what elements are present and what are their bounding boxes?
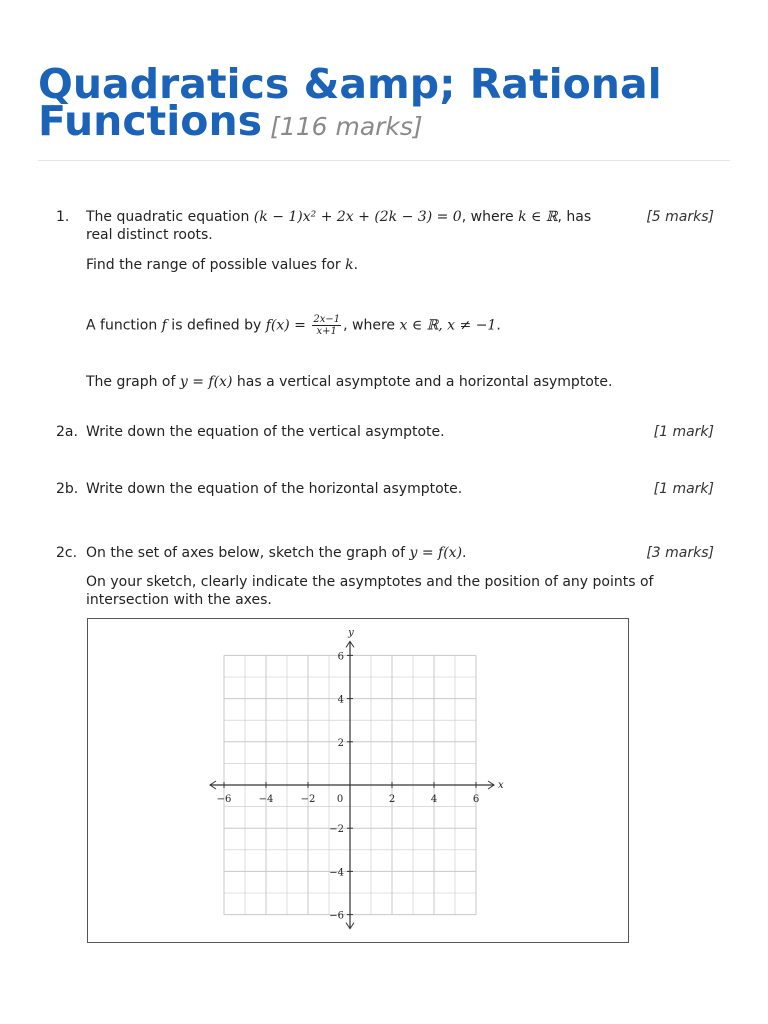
title-divider bbox=[38, 160, 730, 161]
x-tick-label: 2 bbox=[388, 794, 396, 805]
x-tick-label: −4 bbox=[258, 794, 274, 805]
total-marks: [116 marks] bbox=[270, 112, 423, 141]
k-domain: k ∈ ℝ bbox=[518, 209, 558, 225]
question-text-part: The quadratic equation bbox=[86, 209, 254, 225]
question-marks: [3 marks] bbox=[646, 545, 714, 561]
y-tick-label: −2 bbox=[329, 824, 344, 836]
title-line-1: Quadratics &amp; Rational bbox=[38, 60, 662, 108]
y-tick-label: 4 bbox=[337, 694, 344, 706]
x-domain: x ∈ ℝ, x ≠ −1 bbox=[399, 317, 497, 334]
question-text: Write down the equation of the horizontal asymptote. bbox=[86, 481, 463, 497]
function-name: f bbox=[161, 317, 167, 334]
question-2-stem-line-2 bbox=[86, 373, 686, 391]
question-text-part: , where bbox=[461, 209, 519, 225]
origin-label: 0 bbox=[336, 794, 344, 805]
stem-text: The graph of bbox=[86, 374, 180, 390]
question-number: 2b. bbox=[56, 481, 79, 497]
question-text-part: real distinct roots. bbox=[86, 227, 213, 243]
graph-equation: y = f(x) bbox=[409, 545, 463, 561]
fraction-numerator: 2x−1 bbox=[313, 314, 341, 325]
question-2-stem-line-1 bbox=[86, 314, 686, 337]
fraction-denominator: x+1 bbox=[316, 326, 337, 337]
variable-k: k bbox=[345, 257, 354, 273]
x-tick-label: −2 bbox=[300, 794, 316, 805]
question-marks: [1 mark] bbox=[653, 424, 714, 440]
title-block bbox=[38, 60, 738, 145]
y-tick-label: 2 bbox=[337, 737, 344, 749]
function-definition: f(x) = bbox=[265, 317, 311, 334]
coordinate-grid[interactable] bbox=[88, 619, 628, 942]
question-number: 1. bbox=[56, 209, 70, 225]
y-tick-label: 6 bbox=[337, 651, 344, 663]
question-text-part: , has bbox=[557, 209, 592, 225]
sketch-axes-box bbox=[87, 618, 629, 943]
question-1-instruction bbox=[86, 256, 686, 274]
stem-text: , where bbox=[343, 317, 400, 334]
question-text bbox=[86, 208, 636, 244]
instruction-text: Find the range of possible values for bbox=[86, 257, 346, 273]
fraction bbox=[312, 314, 341, 337]
page-title bbox=[38, 60, 738, 145]
x-tick-label: 4 bbox=[430, 794, 438, 805]
y-tick-label: −4 bbox=[329, 867, 344, 879]
x-tick-label: −6 bbox=[216, 794, 232, 805]
instruction-text: . bbox=[353, 257, 359, 273]
y-tick-label: −6 bbox=[329, 910, 344, 922]
question-text-part: On the set of axes below, sketch the graph of bbox=[86, 545, 410, 561]
question-marks: [1 mark] bbox=[653, 481, 714, 497]
question-text-part: . bbox=[462, 545, 467, 561]
graph-equation: y = f(x) bbox=[179, 374, 233, 390]
title-line-2: Functions bbox=[38, 97, 263, 145]
question-number: 2a. bbox=[56, 424, 78, 440]
question-marks: [5 marks] bbox=[646, 209, 714, 225]
quadratic-equation: (k − 1)x² + 2x + (2k − 3) = 0 bbox=[253, 209, 462, 225]
x-tick-label: 6 bbox=[472, 794, 480, 805]
stem-text: . bbox=[496, 317, 501, 334]
question-text bbox=[86, 544, 636, 562]
stem-text: A function bbox=[86, 317, 162, 334]
question-number: 2c. bbox=[56, 545, 78, 561]
stem-text: has a vertical asymptote and a horizontal asymptote. bbox=[232, 374, 613, 390]
question-2c-instruction: On your sketch, clearly indicate the asymptotes and the position of any points of intersection with the axes. bbox=[86, 574, 654, 608]
question-text: Write down the equation of the vertical asymptote. bbox=[86, 424, 445, 440]
x-axis-label: x bbox=[498, 780, 504, 791]
stem-text: is defined by bbox=[166, 317, 266, 334]
y-axis-label: y bbox=[348, 627, 354, 639]
